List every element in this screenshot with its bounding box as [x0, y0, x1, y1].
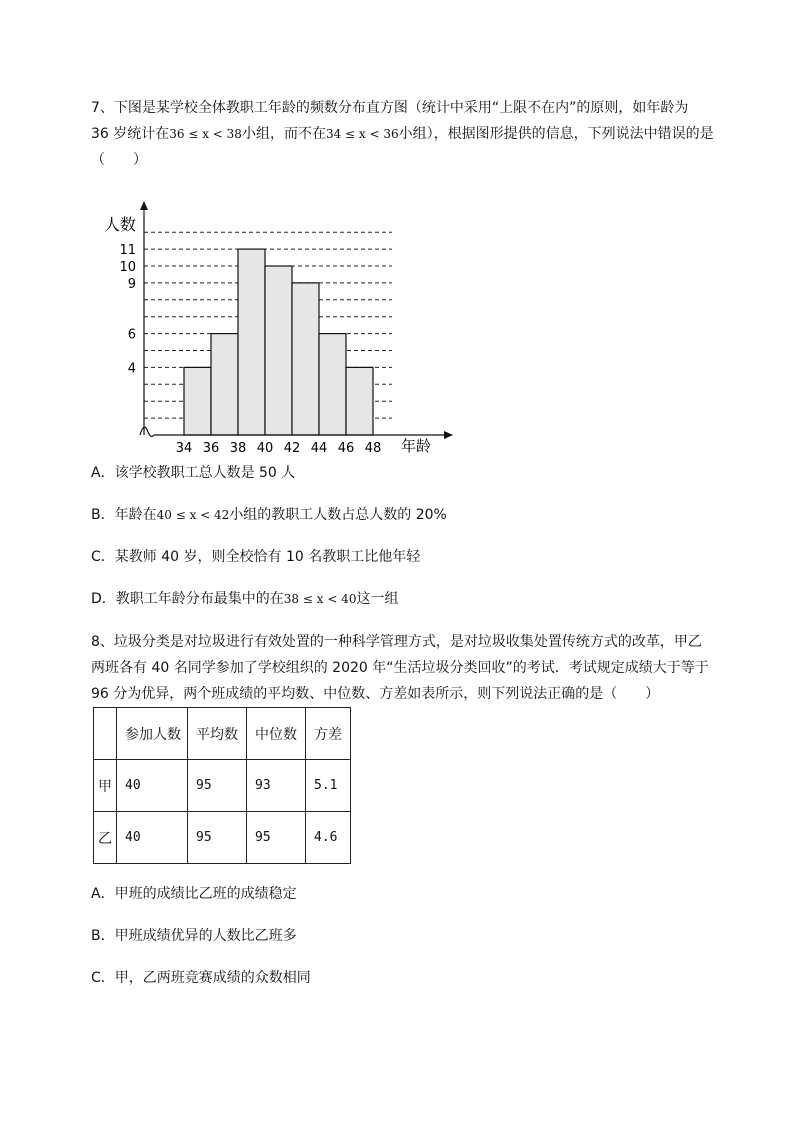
y-tick-label: 10 — [119, 260, 136, 275]
table-header-cell: 方差 — [306, 708, 351, 760]
histogram-bar-40-42 — [265, 266, 292, 435]
q8-stats-table — [93, 707, 351, 864]
table-header-cell: 中位数 — [247, 708, 306, 760]
table-row — [94, 760, 351, 812]
y-tick-label: 6 — [127, 327, 136, 343]
y-axis-arrow — [140, 201, 148, 210]
y-axis-label: 人数 — [104, 215, 137, 234]
histogram-bar-46-48 — [346, 367, 373, 435]
q7-text-line1: 7、下图是某学校全体教职工年龄的频数分布直方图（统计中采用“上限不在内”的原则，如年龄为 — [91, 100, 689, 116]
y-tick-label: 11 — [119, 243, 136, 259]
x-tick-label: 48 — [364, 441, 382, 456]
y-tick-label: 9 — [127, 276, 136, 292]
histogram-bar-38-40 — [238, 249, 265, 435]
x-axis-arrow — [444, 431, 453, 439]
q7-line2-part-b: 小组，而不在 — [241, 126, 326, 142]
x-tick-label: 34 — [175, 441, 193, 456]
table-cell: 40 — [117, 760, 188, 812]
table-header-row — [94, 708, 351, 760]
q7-inequality-1: 36 ≤ x < 38 — [169, 127, 242, 141]
table-header-cell: 平均数 — [188, 708, 247, 760]
histogram-bar-34-36 — [184, 367, 211, 435]
table-cell: 5.1 — [306, 760, 351, 812]
axis-break-mark — [140, 427, 154, 436]
histogram-bar-42-44 — [292, 283, 319, 435]
x-tick-label: 42 — [283, 441, 301, 456]
q7-option-d-suffix: 这一组 — [356, 591, 399, 607]
q7-option-b-suffix: 小组的教职工人数占总人数的 20% — [229, 507, 447, 523]
x-tick-label: 38 — [229, 441, 247, 456]
q7-line2-part-c: 小组），根据图形提供的信息，下列说法中错误的是 — [398, 126, 714, 142]
chart-x-tick-labels — [176, 441, 382, 456]
q8-text-line2: 两班各有 40 名同学参加了学校组织的 2020 年“生活垃圾分类回收”的考试．考试规定成绩大于等于 — [91, 660, 709, 676]
table-cell: 95 — [188, 812, 247, 864]
q7-inequality-2: 34 ≤ x < 36 — [325, 127, 399, 141]
q7-text-line2 — [91, 124, 714, 144]
q7-option-c: C．某教师 40 岁，则全校恰有 10 名教职工比他年轻 — [91, 549, 421, 565]
q7-option-d — [91, 589, 398, 609]
histogram-bar-44-46 — [319, 334, 346, 435]
q7-option-b-inequality: 40 ≤ x < 42 — [156, 508, 230, 522]
table-cell: 95 — [247, 812, 306, 864]
q8-option-b: B．甲班成绩优异的人数比乙班多 — [91, 928, 297, 944]
q8-text-line1: 8、垃圾分类是对垃圾进行有效处置的一种科学管理方式，是对垃圾收集处置传统方式的改革，甲乙 — [91, 634, 702, 650]
table-cell: 4.6 — [306, 812, 351, 864]
table-cell: 93 — [247, 760, 306, 812]
q7-option-a: A．该学校教职工总人数是 50 人 — [91, 465, 296, 481]
table-header-cell — [94, 708, 117, 760]
table-header-cell: 参加人数 — [117, 708, 188, 760]
x-axis-label: 年龄 — [401, 437, 432, 455]
age-histogram — [96, 196, 456, 458]
q7-option-b — [91, 505, 447, 525]
x-tick-label: 40 — [256, 441, 274, 456]
q7-option-d-inequality: 38 ≤ x < 40 — [283, 592, 357, 606]
q8-option-c: C．甲，乙两班竞赛成绩的众数相同 — [91, 970, 311, 986]
table-cell: 40 — [117, 812, 188, 864]
q7-option-d-prefix: D．教职工年龄分布最集中的在 — [91, 591, 284, 607]
table-row — [94, 812, 351, 864]
q7-answer-bracket: （ ） — [91, 152, 147, 168]
chart-bars — [184, 249, 373, 435]
chart-y-tick-labels — [119, 243, 136, 376]
table-cell-class: 甲 — [94, 760, 117, 812]
q8-option-a: A．甲班的成绩比乙班的成绩稳定 — [91, 886, 297, 902]
x-tick-label: 36 — [202, 441, 220, 456]
table-cell: 95 — [188, 760, 247, 812]
q7-option-b-prefix: B．年龄在 — [91, 507, 157, 523]
histogram-bar-36-38 — [211, 334, 238, 435]
q7-line2-part-a: 36 岁统计在 — [91, 126, 170, 142]
q8-text-line3: 96 分为优异，两个班成绩的平均数、中位数、方差如表所示，则下列说法正确的是（ ） — [91, 686, 660, 702]
y-tick-label: 4 — [127, 361, 136, 377]
table-cell-class: 乙 — [94, 812, 117, 864]
x-tick-label: 44 — [310, 441, 328, 456]
x-tick-label: 46 — [337, 441, 355, 456]
